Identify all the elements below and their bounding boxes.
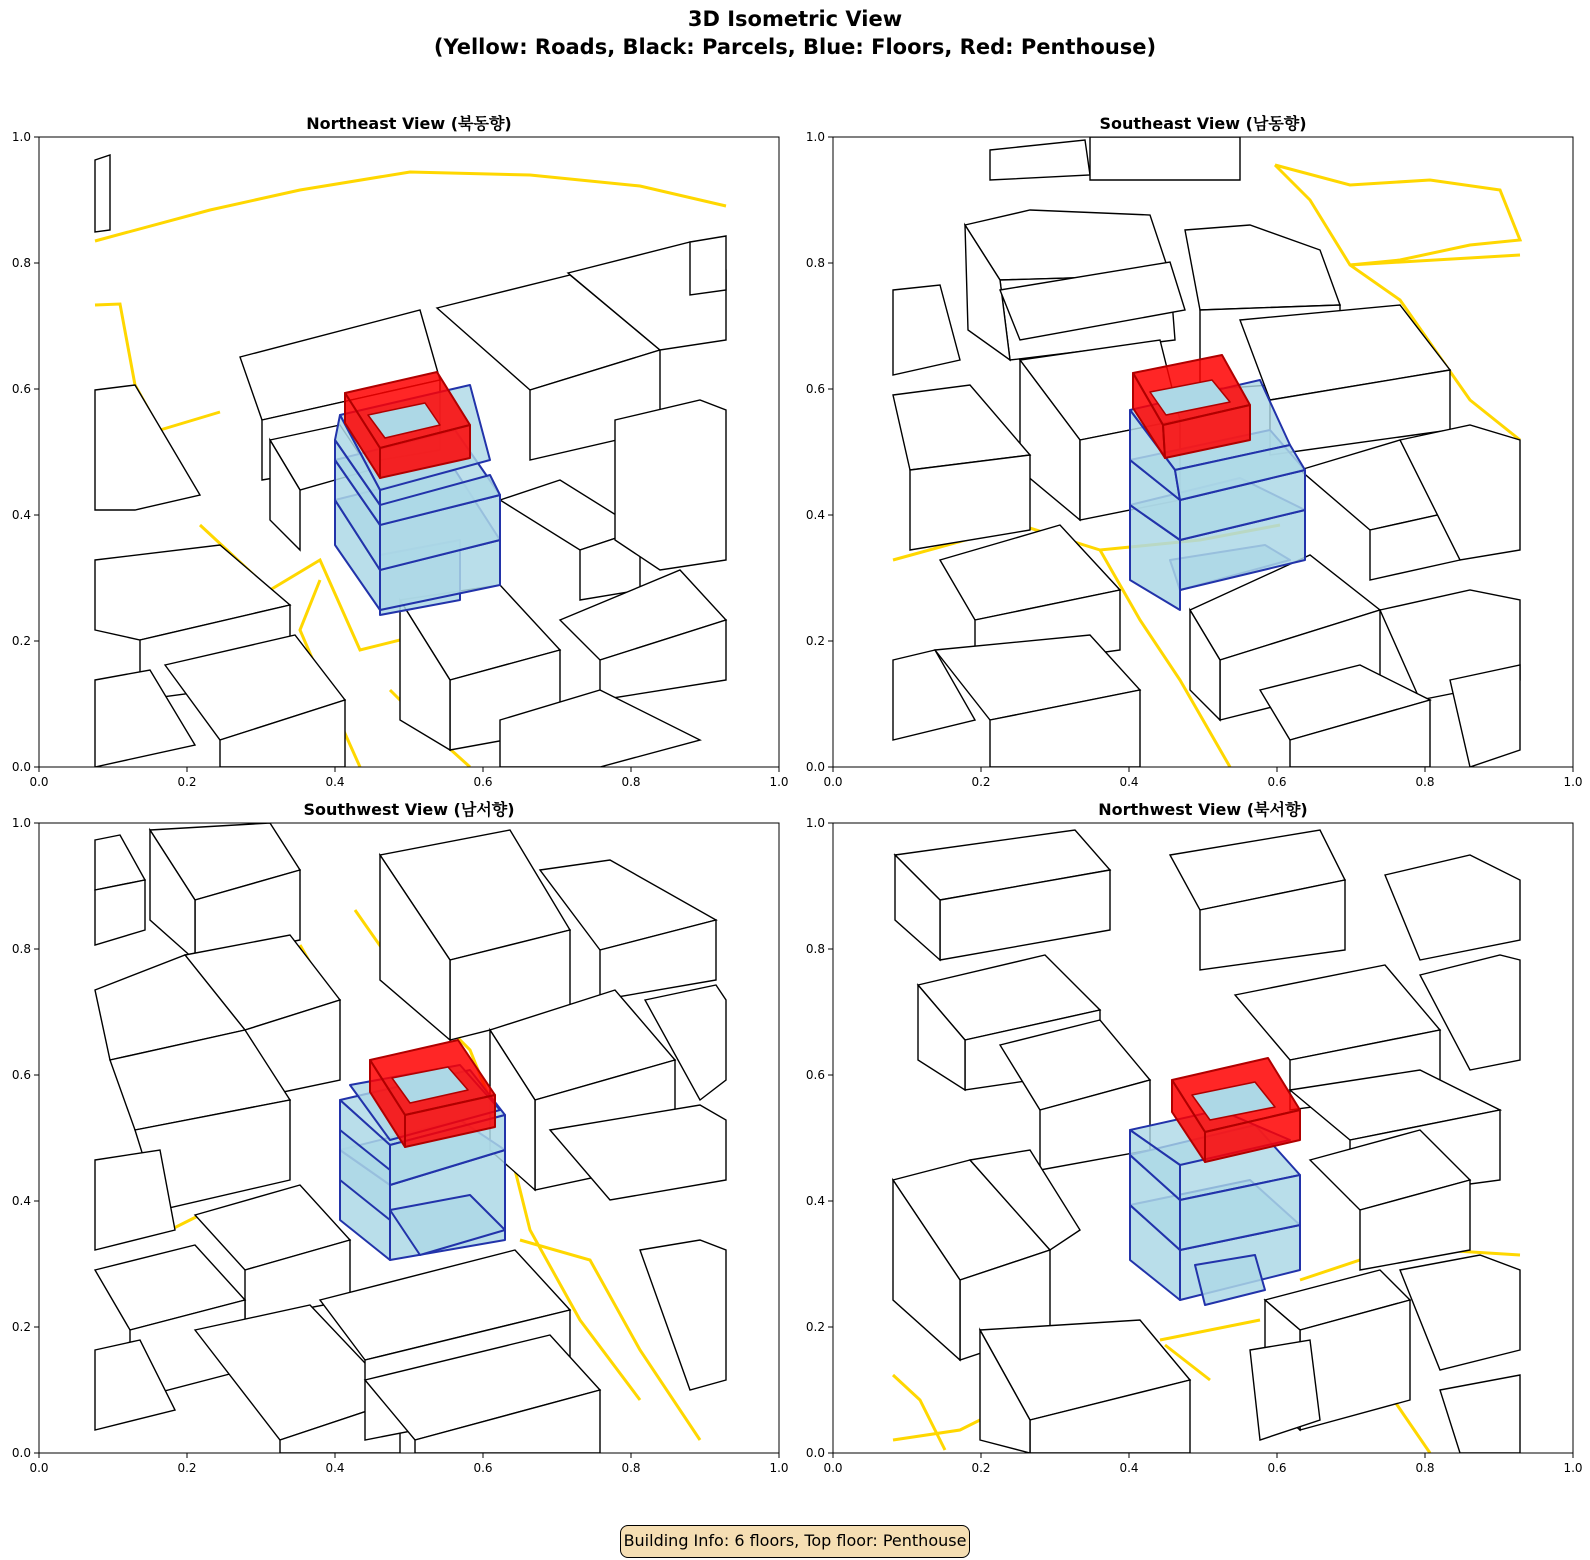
y-tick-label: 1.0 xyxy=(805,130,825,144)
figure-subtitle: (Yellow: Roads, Black: Parcels, Blue: Floors, Red: Penthouse) xyxy=(433,35,1157,59)
panel-southwest xyxy=(12,800,789,1475)
target-building xyxy=(335,372,500,615)
y-tick-label: 0.4 xyxy=(11,508,31,522)
building-info-box: Building Info: 6 floors, Top floor: Penthouse xyxy=(620,1525,970,1558)
y-tick-label: 0.0 xyxy=(11,760,31,774)
y-tick-label: 0.2 xyxy=(11,634,31,648)
x-tick-label: 0.8 xyxy=(1415,1461,1435,1475)
y-tick-label: 0.8 xyxy=(11,942,31,956)
x-tick-label: 1.0 xyxy=(1563,775,1583,789)
x-tick-label: 0.4 xyxy=(1119,1461,1139,1475)
x-tick-label: 0.4 xyxy=(1119,775,1139,789)
y-tick-label: 0.6 xyxy=(11,1068,31,1082)
panel-title: Northwest View (북서향) xyxy=(1098,800,1308,819)
panel-title: Southeast View (남동향) xyxy=(1099,114,1307,133)
x-tick-label: 0.4 xyxy=(325,775,345,789)
panel-northeast xyxy=(12,114,789,789)
y-tick-label: 0.2 xyxy=(805,634,825,648)
panel-title: Southwest View (남서향) xyxy=(303,800,515,819)
x-tick-label: 0.4 xyxy=(325,1461,345,1475)
y-tick-label: 0.8 xyxy=(805,256,825,270)
y-tick-label: 0.0 xyxy=(11,1446,31,1460)
panel-title: Northeast View (북동향) xyxy=(306,114,512,133)
x-tick-label: 0.2 xyxy=(177,775,197,789)
floor xyxy=(1195,1255,1265,1305)
x-tick-label: 0.6 xyxy=(473,775,493,789)
figure-title: 3D Isometric View xyxy=(687,7,903,31)
x-tick-label: 0.6 xyxy=(1267,775,1287,789)
y-tick-label: 0.2 xyxy=(805,1320,825,1334)
x-tick-label: 1.0 xyxy=(769,775,789,789)
x-tick-label: 0.0 xyxy=(29,775,49,789)
x-tick-label: 0.2 xyxy=(177,1461,197,1475)
x-tick-label: 0.8 xyxy=(621,1461,641,1475)
x-tick-label: 0.6 xyxy=(1267,1461,1287,1475)
y-tick-label: 0.4 xyxy=(805,1194,825,1208)
x-tick-label: 0.6 xyxy=(473,1461,493,1475)
x-tick-label: 0.8 xyxy=(621,775,641,789)
x-tick-label: 0.2 xyxy=(971,775,991,789)
panel-northwest xyxy=(806,800,1583,1475)
x-tick-label: 0.8 xyxy=(1415,775,1435,789)
y-tick-label: 0.4 xyxy=(11,1194,31,1208)
panel-southeast xyxy=(806,114,1583,789)
y-tick-label: 0.8 xyxy=(805,942,825,956)
y-tick-label: 1.0 xyxy=(11,816,31,830)
y-tick-label: 1.0 xyxy=(11,130,31,144)
y-tick-label: 0.6 xyxy=(11,382,31,396)
y-tick-label: 0.0 xyxy=(805,1446,825,1460)
y-tick-label: 0.6 xyxy=(805,382,825,396)
y-tick-label: 0.4 xyxy=(805,508,825,522)
y-tick-label: 1.0 xyxy=(805,816,825,830)
target-building xyxy=(340,1040,505,1260)
y-tick-label: 0.8 xyxy=(11,256,31,270)
x-tick-label: 1.0 xyxy=(1563,1461,1583,1475)
x-tick-label: 0.0 xyxy=(823,775,843,789)
y-tick-label: 0.0 xyxy=(805,760,825,774)
x-tick-label: 0.0 xyxy=(823,1461,843,1475)
x-tick-label: 1.0 xyxy=(769,1461,789,1475)
x-tick-label: 0.0 xyxy=(29,1461,49,1475)
y-tick-label: 0.6 xyxy=(805,1068,825,1082)
x-tick-label: 0.2 xyxy=(971,1461,991,1475)
y-tick-label: 0.2 xyxy=(11,1320,31,1334)
target-building xyxy=(1130,1058,1300,1305)
